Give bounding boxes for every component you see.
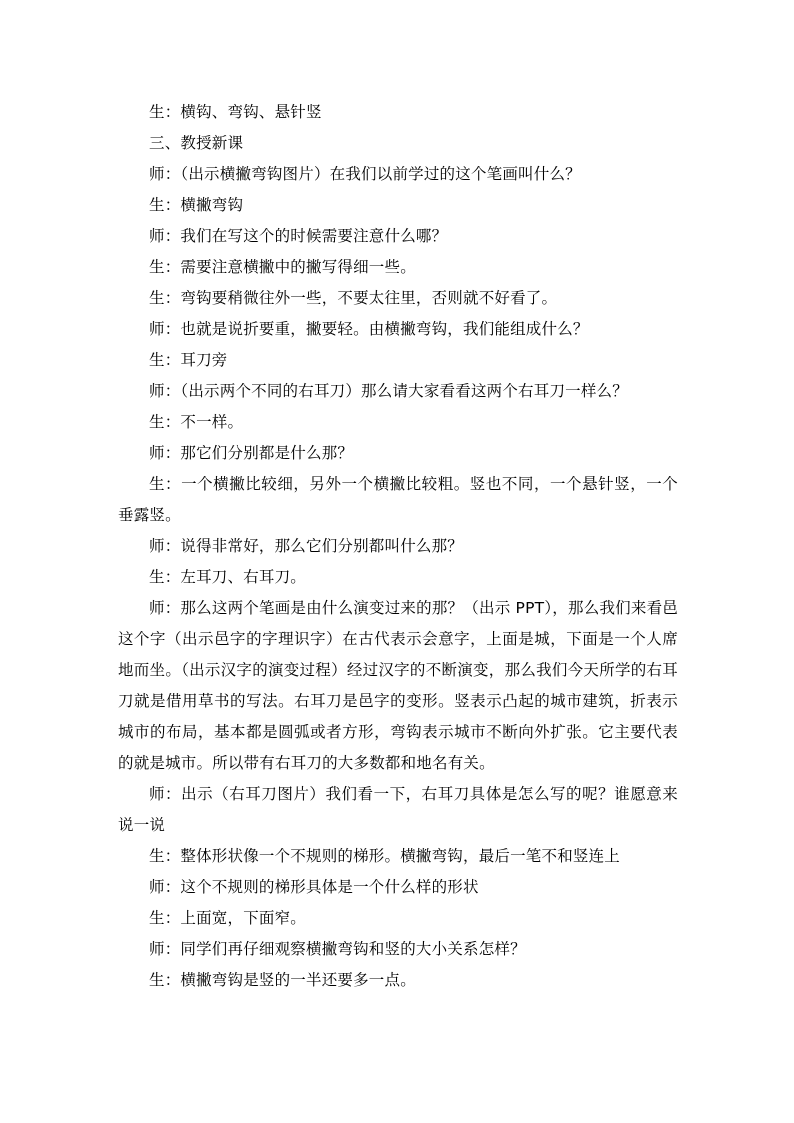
paragraph: 师：（出示两个不同的右耳刀）那么请大家看看这两个右耳刀一样么？ [149, 382, 628, 400]
paragraph: 生：不一样。 [149, 413, 244, 431]
paragraph: 生：整体形状像一个不规则的梯形。横撇弯钩，最后一笔不和竖连上 [149, 847, 621, 865]
paragraph: 师：说得非常好，那么它们分别都叫什么那？ [149, 537, 464, 555]
paragraph: 生：横钩、弯钩、悬针竖 [149, 103, 322, 121]
paragraph: 生：弯钩要稍微往外一些，不要太往里，否则就不好看了。 [149, 289, 558, 307]
paragraph: 生：耳刀旁 [149, 351, 228, 369]
paragraph: 师：出示（右耳刀图片）我们看一下，右耳刀具体是怎么写的呢？谁愿意来说一说 [118, 785, 678, 834]
paragraph: 生：一个横撇比较细，另外一个横撇比较粗。竖也不同，一个悬针竖，一个垂露竖。 [118, 475, 678, 524]
paragraph: 师：同学们再仔细观察横撇弯钩和竖的大小关系怎样？ [149, 940, 526, 958]
paragraph: 师：那它们分别都是什么那？ [149, 444, 354, 462]
paragraph: 生：左耳刀、右耳刀。 [149, 568, 307, 586]
section-heading: 三、教授新课 [149, 134, 244, 152]
paragraph: 生：上面宽，下面窄。 [149, 909, 307, 927]
paragraph: 师：我们在写这个的时候需要注意什么哪？ [149, 227, 448, 245]
paragraph: 生：横撇弯钩 [149, 196, 244, 214]
document-body [118, 97, 678, 996]
paragraph: 生：横撇弯钩是竖的一半还要多一点。 [149, 971, 416, 989]
paragraph: 师：也就是说折要重，撇要轻。由横撇弯钩，我们能组成什么？ [149, 320, 589, 338]
paragraph: 师：这个不规则的梯形具体是一个什么样的形状 [149, 878, 479, 896]
paragraph: 生：需要注意横撇中的撇写得细一些。 [149, 258, 416, 276]
paragraph: 师：（出示横撇弯钩图片）在我们以前学过的这个笔画叫什么？ [149, 165, 581, 183]
paragraph: 师：那么这两个笔画是由什么演变过来的那？（出示 PPT），那么我们来看邑这个字（出示邑字的字理识字）在古代表示会意字，上面是城，下面是一个人席地而坐。（出示汉字的演变过程）经过汉字的不断演变，那么我们今天所学的右耳刀就是借用草书的写法。右耳刀是邑字的变形。竖表示凸起的城市建筑，折表示城市的布局，基本都是圆弧或者方形，弯钩表示城市不断向外扩张。它主要代表的就是城市。所以带有右耳刀的大多数都和地名有关。 [118, 599, 678, 772]
